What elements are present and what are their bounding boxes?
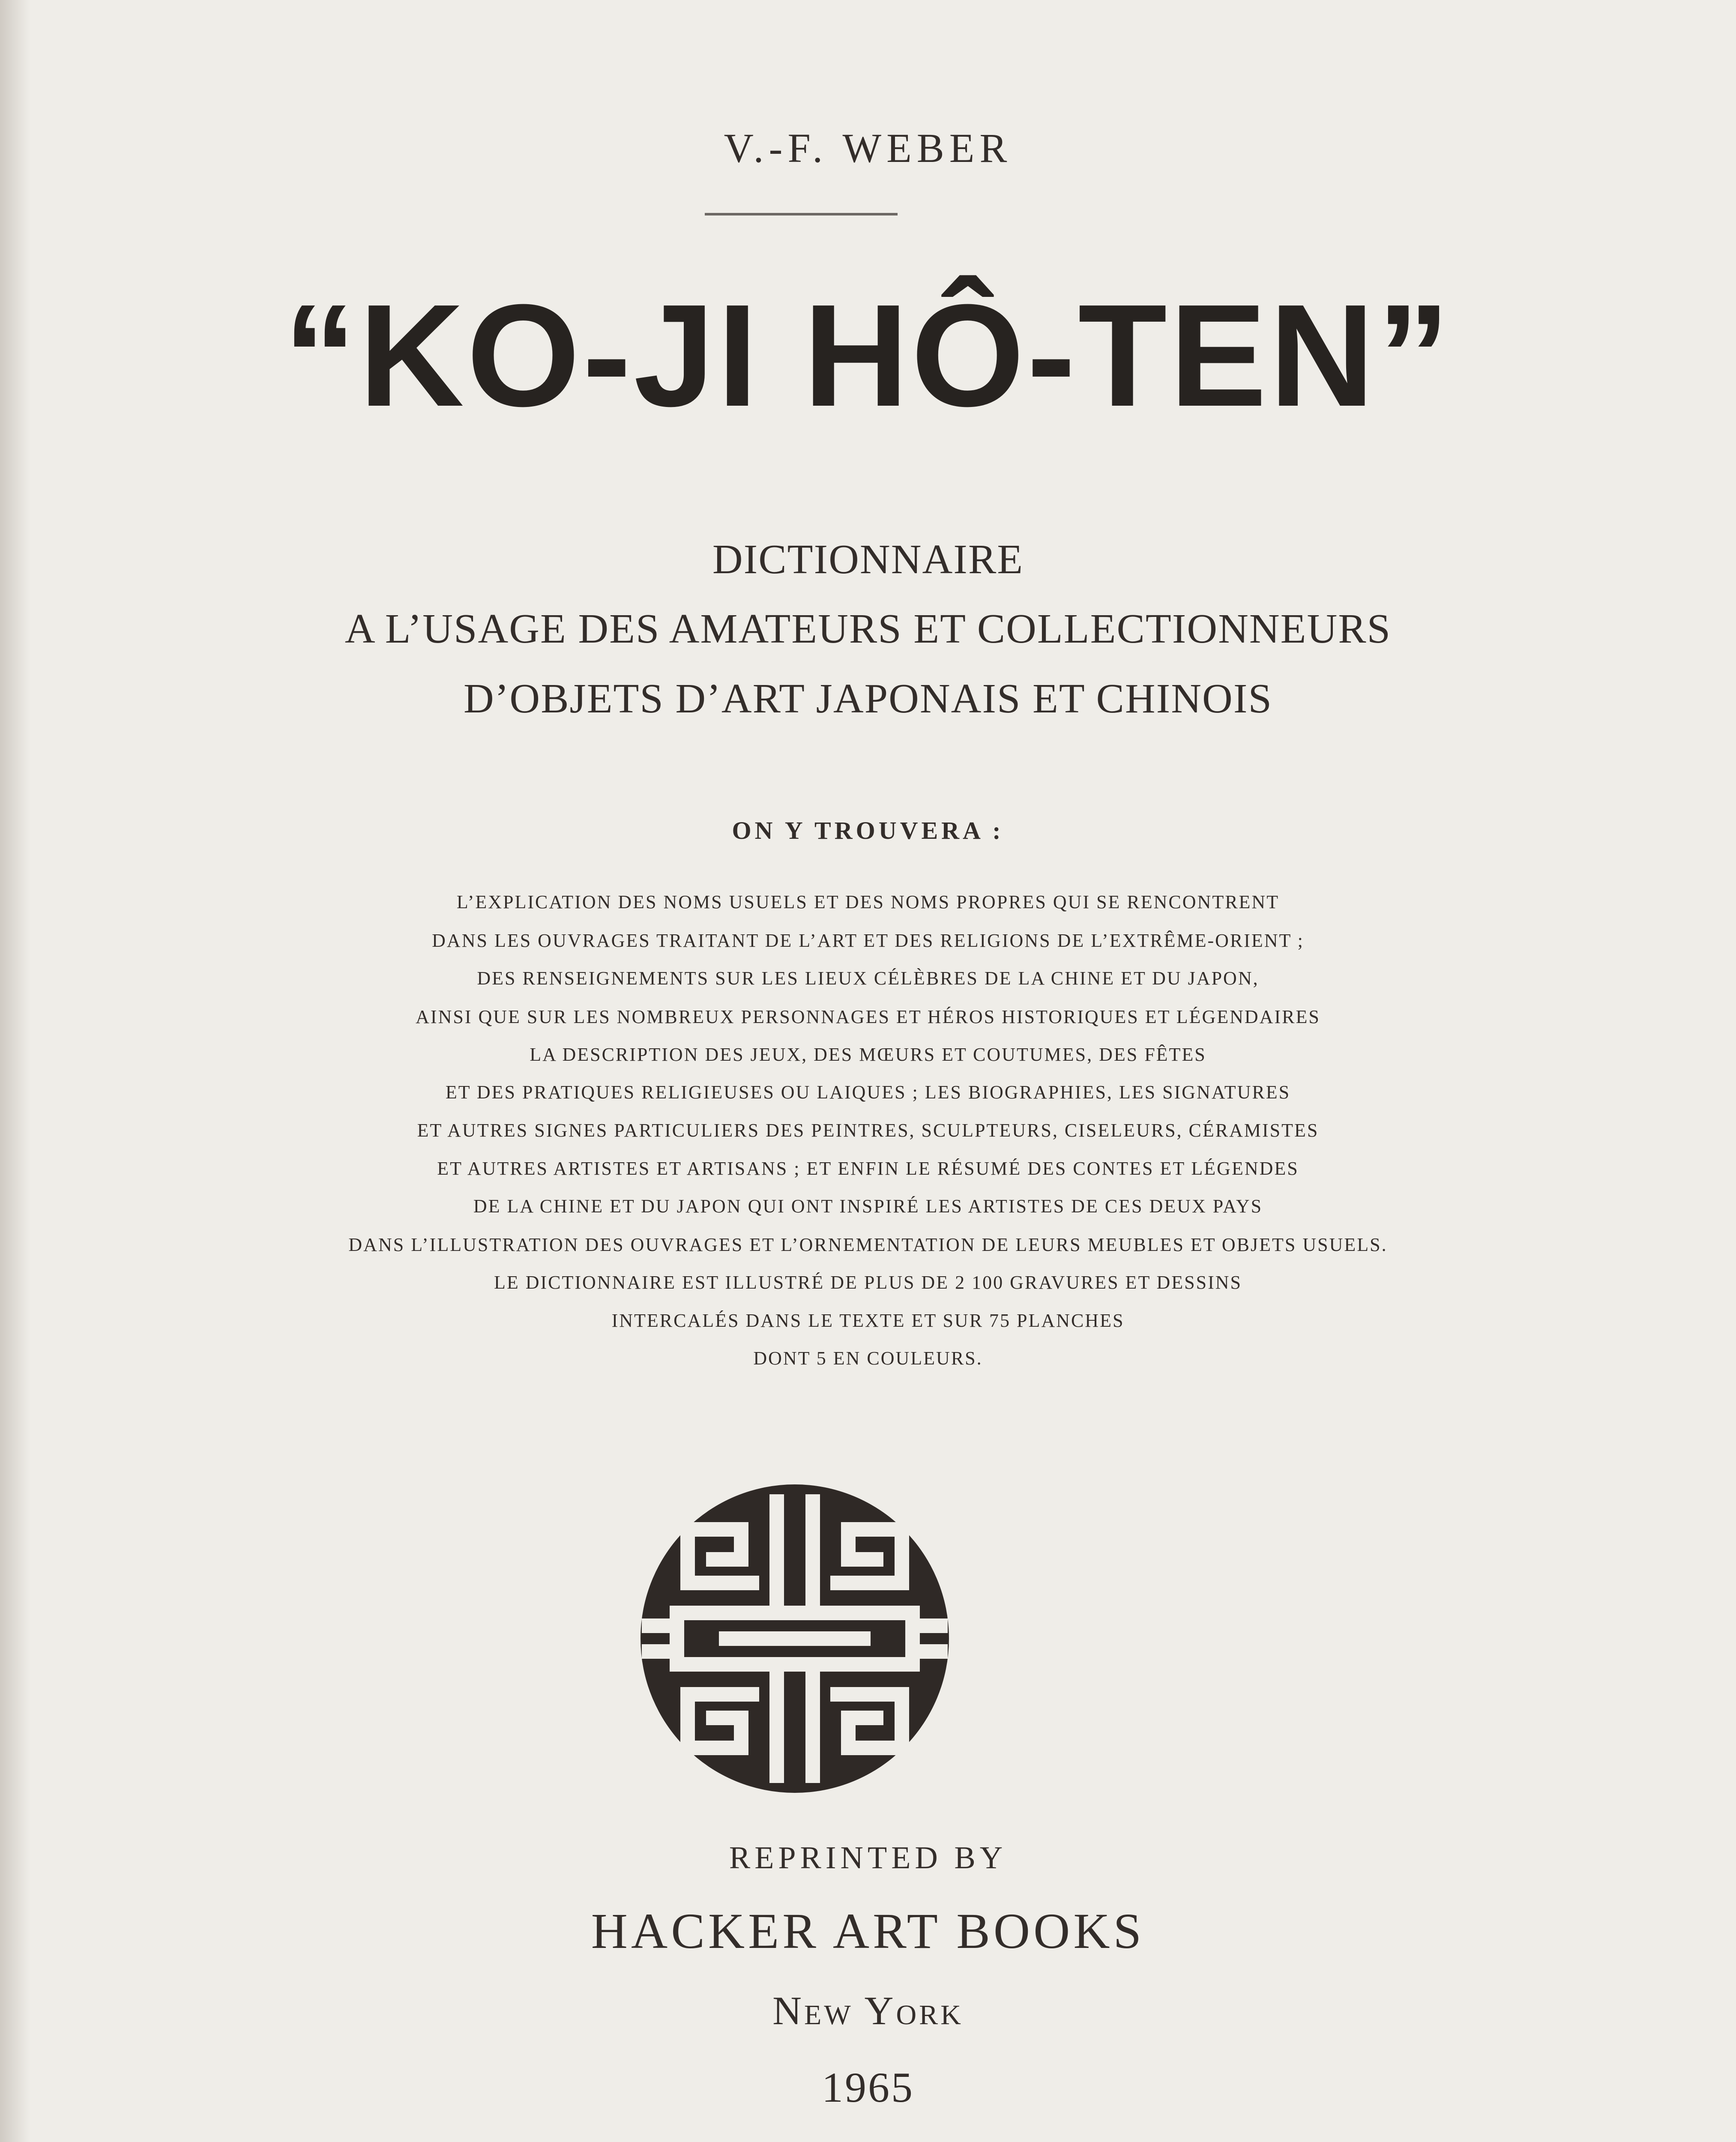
description-line: DANS LES OUVRAGES TRAITANT DE L’ART ET DES RELIGIONS DE L’EXTRÊME-ORIENT ; [432,930,1304,951]
author-name: V.-F. WEBER [724,125,1012,171]
description-line: ET AUTRES ARTISTES ET ARTISANS ; ET ENFIN LE RÉSUMÉ DES CONTES ET LÉGENDES [437,1158,1299,1179]
description-line: DE LA CHINE ET DU JAPON QUI ONT INSPIRÉ LES ARTISTES DE CES DEUX PAYS [473,1196,1263,1217]
description-line: DES RENSEIGNEMENTS SUR LES LIEUX CÉLÈBRES DE LA CHINE ET DU JAPON, [477,968,1259,989]
description-line: DONT 5 EN COULEURS. [753,1348,983,1369]
shou-longevity-emblem-icon [641,1484,949,1793]
description-line: ET DES PRATIQUES RELIGIEUSES OU LAIQUES ; LES BIOGRAPHIES, LES SIGNATURES [445,1082,1291,1103]
title-rule-divider [705,213,898,215]
description-line: L’EXPLICATION DES NOMS USUELS ET DES NOMS PROPRES QUI SE RENCONTRENT [456,892,1280,912]
description-line: INTERCALÉS DANS LE TEXTE ET SUR 75 PLANCHES [611,1310,1125,1331]
description-line: DANS L’ILLUSTRATION DES OUVRAGES ET L’ORNEMENTATION DE LEURS MEUBLES ET OBJETS USUELS. [348,1234,1388,1255]
publisher-name: HACKER ART BOOKS [591,1903,1145,1959]
reprinted-by-label: REPRINTED BY [729,1840,1007,1876]
description-line: ET AUTRES SIGNES PARTICULIERS DES PEINTRES, SCULPTEURS, CISELEURS, CÉRAMISTES [417,1120,1319,1141]
description-line: AINSI QUE SUR LES NOMBREUX PERSONNAGES ET HÉROS HISTORIQUES ET LÉGENDAIRES [416,1006,1320,1027]
description-line: LE DICTIONNAIRE EST ILLUSTRÉ DE PLUS DE 2 100 GRAVURES ET DESSINS [494,1272,1242,1293]
description-line: LA DESCRIPTION DES JEUX, DES MŒURS ET COUTUMES, DES FÊTES [530,1044,1206,1065]
publisher-city: New York [772,1989,964,2033]
publication-year: 1965 [822,2064,914,2111]
contents-intro: ON Y TROUVERA : [732,817,1004,844]
subtitle-line-3: D’OBJETS D’ART JAPONAIS ET CHINOIS [464,676,1272,722]
subtitle-line-2: A L’USAGE DES AMATEURS ET COLLECTIONNEURS [344,606,1392,652]
book-title: “KO-JI HÔ-TEN” [283,274,1453,437]
subtitle-line-1: DICTIONNAIRE [712,536,1024,583]
